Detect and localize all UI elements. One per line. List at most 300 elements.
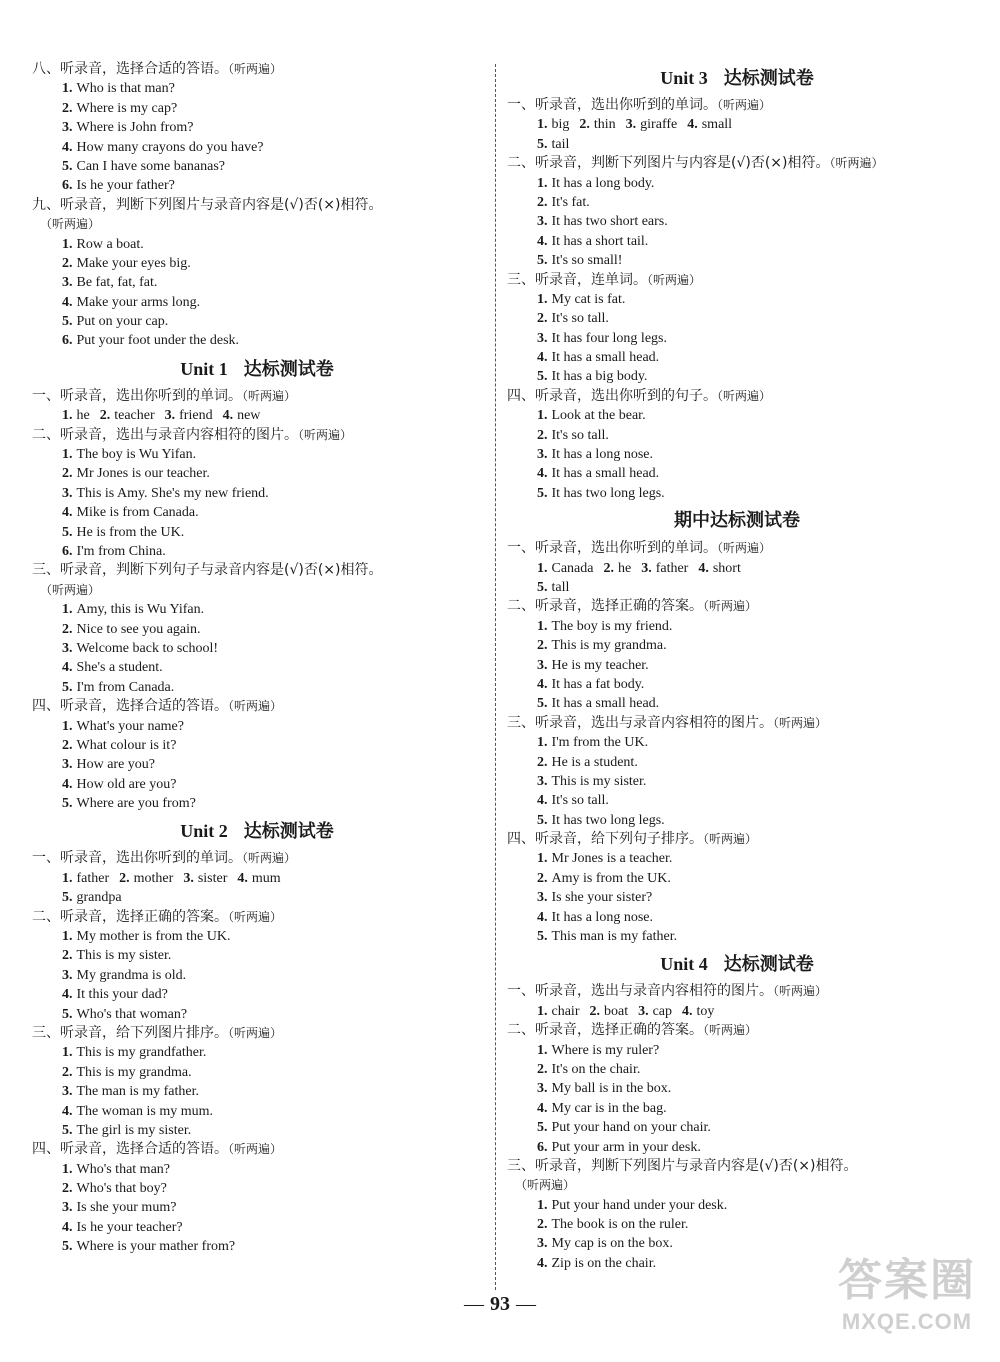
item-number: 1. [62, 870, 73, 886]
word-item [687, 117, 732, 132]
item-text: Where is my ruler? [551, 1042, 660, 1058]
item-number: 1. [62, 81, 73, 97]
item-text: My cat is fat. [551, 291, 626, 307]
heading-hint: （听两遍） [228, 699, 283, 714]
list-item [507, 367, 967, 386]
item-number: 5. [537, 1120, 548, 1136]
heading-text: 一、听录音，选出你听到的单词。 [507, 540, 717, 557]
unit-title-en: Unit 1 [180, 358, 228, 379]
list-item [507, 675, 967, 694]
list-item [507, 406, 967, 425]
item-number: 4. [62, 660, 73, 676]
list-item [507, 193, 967, 212]
unit-title-zh: 达标测试卷 [723, 954, 814, 976]
item-text: father [655, 560, 689, 576]
item-number: 6. [62, 178, 73, 194]
list-item [507, 869, 967, 888]
item-text: My grandma is old. [76, 967, 187, 983]
item-text: Zip is on the chair. [551, 1255, 657, 1271]
item-number: 1. [537, 851, 548, 867]
list-item [507, 251, 967, 270]
section-heading [507, 714, 967, 733]
list-item [32, 755, 482, 774]
item-text: mother [133, 870, 174, 886]
item-text: It's so tall. [551, 311, 609, 327]
item-text: It's on the chair. [551, 1061, 641, 1077]
item-number: 1. [62, 236, 73, 252]
list-item [32, 331, 482, 350]
section-heading [507, 96, 967, 115]
item-number: 2. [537, 311, 548, 327]
item-text: He is from the UK. [76, 524, 185, 540]
item-text: My ball is in the box. [551, 1081, 672, 1097]
item-number: 4. [62, 294, 73, 310]
item-number: 4. [537, 909, 548, 925]
list-item [507, 212, 967, 231]
item-text: What's your name? [76, 718, 184, 734]
item-number: 2. [537, 754, 548, 770]
page-dash-right: — [516, 1293, 536, 1315]
word-item [62, 408, 90, 423]
section-heading [32, 849, 482, 868]
section-heading [507, 597, 967, 616]
heading-hint: （听两遍） [228, 1025, 283, 1040]
list-item [32, 794, 482, 813]
heading-hint-line [32, 581, 482, 600]
heading-text: 四、听录音，选择合适的答语。 [32, 1141, 228, 1158]
heading-hint: （听两遍） [717, 388, 772, 403]
item-number: 5. [62, 796, 73, 812]
heading-hint: （听两遍） [717, 541, 772, 556]
item-text: tall [551, 579, 570, 595]
list-item [507, 484, 967, 503]
item-number: 4. [537, 793, 548, 809]
item-text: boat [603, 1003, 629, 1019]
word-item [62, 871, 109, 886]
item-text: It this your dad? [76, 987, 168, 1003]
section-heading [507, 982, 967, 1001]
item-text: The man is my father. [76, 1084, 199, 1100]
heading-text: 三、听录音，连单词。 [507, 271, 647, 288]
item-number: 5. [62, 1239, 73, 1255]
item-text: Where are you from? [76, 796, 196, 812]
item-number: 3. [641, 560, 652, 576]
item-number: 4. [62, 139, 73, 155]
item-text: he [617, 560, 632, 576]
item-text: Put your hand on your chair. [551, 1120, 711, 1136]
item-number: 5. [537, 696, 548, 712]
item-text: My cap is on the box. [551, 1236, 673, 1252]
item-text: grandpa [76, 890, 122, 906]
heading-hint: （听两遍） [703, 599, 758, 614]
unit-title-en: Unit 3 [660, 68, 708, 88]
list-item [507, 1118, 967, 1137]
item-number: 1. [62, 408, 73, 424]
item-number: 4. [687, 117, 698, 133]
list-item [32, 717, 482, 736]
item-text: Make your eyes big. [76, 255, 191, 271]
item-number: 3. [537, 890, 548, 906]
item-text: It has a big body. [551, 369, 648, 385]
item-text: Mike is from Canada. [76, 505, 199, 521]
item-text: Who's that man? [76, 1161, 170, 1177]
word-item [682, 1004, 714, 1019]
heading-hint-line [507, 1176, 967, 1195]
heading-hint: （听两遍） [228, 62, 283, 76]
item-number: 1. [62, 602, 73, 618]
item-number: 3. [62, 640, 73, 656]
item-number: 6. [62, 333, 73, 349]
list-item [507, 1099, 967, 1118]
item-text: This is my grandma. [551, 638, 667, 654]
item-text: Put your hand under your desk. [551, 1197, 728, 1213]
item-number: 3. [62, 967, 73, 983]
word-item [537, 117, 569, 132]
list-item [507, 617, 967, 636]
item-text: The girl is my sister. [76, 1122, 192, 1138]
heading-hint: （听两遍） [717, 98, 772, 112]
list-item [507, 426, 967, 445]
heading-text: 三、听录音，选出与录音内容相符的图片。 [507, 714, 773, 731]
item-text: It has a small head. [551, 466, 660, 482]
item-number: 4. [698, 560, 709, 576]
item-number: 5. [537, 812, 548, 828]
item-text: It has a small head. [551, 696, 660, 712]
item-text: It has four long legs. [551, 330, 667, 346]
list-item [507, 1234, 967, 1253]
list-item [32, 79, 482, 98]
item-text: It's fat. [551, 194, 590, 210]
item-text: Put your arm in your desk. [551, 1139, 701, 1155]
item-text: father [76, 870, 110, 886]
heading-hint: （听两遍） [647, 272, 702, 287]
item-text: This is my sister. [76, 948, 172, 964]
list-item [32, 620, 482, 639]
word-item [537, 1004, 579, 1019]
list-item [507, 656, 967, 675]
list-item [507, 636, 967, 655]
item-number: 2. [579, 117, 590, 133]
item-text: It has a long nose. [551, 909, 653, 925]
item-text: Put on your cap. [76, 314, 169, 330]
unit-3-title [507, 60, 967, 96]
item-text: It has a long body. [551, 175, 655, 191]
item-number: 5. [62, 1006, 73, 1022]
unit-title-en: Unit 2 [180, 821, 228, 842]
item-text: Where is your mather from? [76, 1239, 236, 1255]
item-number: 2. [537, 427, 548, 443]
item-text: Is he your teacher? [76, 1219, 183, 1235]
section-heading [32, 908, 482, 927]
item-number: 2. [537, 1061, 548, 1077]
list-item [507, 791, 967, 810]
item-number: 1. [537, 1197, 548, 1213]
item-number: 5. [62, 679, 73, 695]
word-item [223, 408, 261, 423]
item-text: He is my teacher. [551, 657, 649, 673]
list-item [507, 694, 967, 713]
section-heading [32, 196, 482, 215]
word-item [603, 561, 631, 576]
item-number: 3. [537, 330, 548, 346]
list-item [32, 235, 482, 254]
item-number: 3. [62, 275, 73, 291]
page-dash-left: — [464, 1293, 484, 1315]
unit-title-zh: 达标测试卷 [243, 358, 334, 380]
item-number: 5. [62, 524, 73, 540]
heading-text: 三、听录音，给下列图片排序。 [32, 1024, 228, 1041]
heading-hint: （听两遍） [40, 582, 101, 597]
heading-hint: （听两遍） [703, 1023, 758, 1038]
item-number: 1. [537, 560, 548, 576]
list-item [507, 908, 967, 927]
list-item [507, 1196, 967, 1215]
item-text: Who is that man? [76, 81, 175, 97]
item-text: This is my grandma. [76, 1064, 192, 1080]
list-item [32, 1102, 482, 1121]
item-number: 3. [537, 1081, 548, 1097]
item-number: 3. [183, 870, 194, 886]
item-text: friend [179, 408, 213, 424]
word-item [698, 561, 741, 576]
section-heading [507, 539, 967, 558]
list-item [32, 118, 482, 137]
list-item [507, 1041, 967, 1060]
item-number: 2. [62, 100, 73, 116]
item-text: Amy, this is Wu Yifan. [76, 602, 205, 618]
item-text: She's a student. [76, 660, 163, 676]
section-heading [507, 154, 967, 173]
midterm-title [507, 503, 967, 539]
item-number: 3. [537, 447, 548, 463]
list-item [507, 1060, 967, 1079]
item-number: 1. [537, 618, 548, 634]
item-text: How old are you? [76, 776, 177, 792]
word-item [641, 561, 688, 576]
item-number: 4. [537, 1100, 548, 1116]
item-number: 2. [537, 870, 548, 886]
list-item [32, 678, 482, 697]
item-text: toy [696, 1003, 715, 1019]
item-text: new [237, 408, 261, 424]
unit-title-zh: 期中达标测试卷 [674, 510, 800, 532]
item-text: giraffe [640, 117, 678, 133]
list-item [32, 445, 482, 464]
word-item [183, 871, 227, 886]
item-number: 2. [62, 255, 73, 271]
item-text: It has a small head. [551, 350, 660, 366]
item-text: big [551, 117, 570, 133]
item-number: 5. [537, 485, 548, 501]
list-item [507, 772, 967, 791]
heading-text: 四、听录音，选择合适的答语。 [32, 698, 228, 715]
item-number: 4. [537, 1255, 548, 1271]
item-text: It's so tall. [551, 427, 609, 443]
item-number: 3. [62, 1200, 73, 1216]
column-divider [495, 64, 496, 1290]
heading-hint: （听两遍） [242, 851, 297, 866]
word-item [237, 871, 280, 886]
item-text: It has a short tail. [551, 233, 649, 249]
heading-text: 九、听录音，判断下列图片与录音内容是(√)否(×)相符。 [32, 196, 383, 213]
item-text: He is a student. [551, 754, 638, 770]
item-number: 2. [62, 737, 73, 753]
item-number: 2. [62, 1064, 73, 1080]
item-number: 2. [537, 1217, 548, 1233]
item-number: 4. [62, 776, 73, 792]
list-item [32, 1063, 482, 1082]
list-item [507, 927, 967, 946]
item-number: 5. [537, 136, 548, 152]
item-number: 3. [62, 120, 73, 136]
section-heading [32, 1024, 482, 1043]
list-item [507, 329, 967, 348]
item-number: 2. [99, 408, 111, 424]
item-text: It has two long legs. [551, 485, 665, 501]
item-text: Welcome back to school! [76, 640, 219, 656]
item-number: 2. [62, 621, 73, 637]
unit-title-zh: 达标测试卷 [723, 68, 814, 89]
item-number: 4. [62, 987, 73, 1003]
heading-text: 四、听录音，选出你听到的句子。 [507, 387, 717, 404]
item-number: 4. [537, 466, 548, 482]
item-text: I'm from China. [76, 543, 166, 559]
item-number: 4. [537, 233, 548, 249]
heading-hint: （听两遍） [829, 156, 884, 171]
item-number: 1. [537, 408, 548, 424]
list-item [507, 753, 967, 772]
heading-hint-line [32, 215, 482, 234]
item-text: This is my sister. [551, 773, 647, 789]
list-item [32, 138, 482, 157]
heading-text: 四、听录音，给下列句子排序。 [507, 831, 703, 848]
heading-hint: （听两遍） [228, 1142, 283, 1157]
item-number: 4. [222, 408, 234, 424]
page-number-value: 93 [490, 1293, 510, 1315]
item-text: Who's that woman? [76, 1006, 188, 1022]
item-text: It has two long legs. [551, 812, 665, 828]
list-item [507, 733, 967, 752]
item-number: 4. [237, 870, 248, 886]
item-number: 1. [62, 929, 73, 945]
list-item [32, 484, 482, 503]
word-list [507, 559, 967, 578]
item-number: 1. [62, 1045, 73, 1061]
item-number: 1. [62, 718, 73, 734]
list-item [32, 523, 482, 542]
word-list [32, 406, 482, 425]
section-heading [507, 387, 967, 406]
list-item [32, 946, 482, 965]
item-number: 3. [62, 1084, 73, 1100]
item-text: Mr Jones is our teacher. [76, 466, 210, 482]
item-text: It has a long nose. [551, 447, 653, 463]
right-column [507, 60, 967, 1273]
item-text: he [76, 408, 90, 424]
heading-hint: （听两遍） [703, 832, 758, 847]
list-item [32, 1043, 482, 1062]
item-text: Mr Jones is a teacher. [551, 851, 673, 867]
item-text: small [701, 117, 733, 133]
list-item [507, 309, 967, 328]
list-item [32, 293, 482, 312]
item-number: 2. [603, 560, 614, 576]
heading-text: 二、听录音，判断下列图片与内容是(√)否(×)相符。 [507, 155, 830, 172]
item-number: 3. [537, 214, 548, 230]
item-text: Canada [551, 560, 594, 576]
word-item [638, 1004, 672, 1019]
word-item [589, 1004, 628, 1019]
item-text: The boy is Wu Yifan. [76, 447, 197, 463]
list-item [32, 639, 482, 658]
item-number: 1. [537, 1042, 548, 1058]
list-item [32, 1160, 482, 1179]
left-column [32, 60, 482, 1257]
item-text: This is Amy. She's my new friend. [76, 485, 269, 501]
item-text: Be fat, fat, fat. [76, 275, 158, 291]
list-item [32, 254, 482, 273]
section-heading [507, 1157, 967, 1176]
item-text: It's so tall. [551, 793, 609, 809]
list-item [32, 600, 482, 619]
item-number: 2. [537, 194, 548, 210]
item-text: The woman is my mum. [76, 1103, 213, 1119]
item-text: teacher [114, 408, 155, 424]
item-number: 4. [62, 505, 73, 521]
item-text: Can I have some bananas? [76, 158, 225, 174]
list-item [32, 1179, 482, 1198]
unit-1-title [32, 351, 482, 387]
word-item [626, 117, 678, 132]
list-item [507, 849, 967, 868]
unit-2-title [32, 813, 482, 849]
item-number: 3. [537, 773, 548, 789]
item-text: Amy is from the UK. [551, 870, 671, 886]
list-item [507, 1215, 967, 1234]
list-item [507, 290, 967, 309]
list-item [507, 135, 967, 154]
section-heading [32, 426, 482, 445]
word-item [119, 871, 173, 886]
word-list [507, 115, 967, 134]
item-text: Is he your father? [76, 178, 175, 194]
heading-text: 一、听录音，选出与录音内容相符的图片。 [507, 983, 773, 1000]
item-text: Where is John from? [76, 120, 194, 136]
item-number: 2. [62, 948, 73, 964]
item-text: Look at the bear. [551, 408, 646, 424]
item-text: Row a boat. [76, 236, 144, 252]
item-number: 5. [62, 1122, 73, 1138]
item-number: 5. [537, 253, 548, 269]
word-item [165, 408, 213, 423]
item-text: short [712, 560, 741, 576]
section-heading [32, 1140, 482, 1159]
item-text: Who's that boy? [76, 1181, 167, 1197]
section-heading [507, 1021, 967, 1040]
section-heading [507, 271, 967, 290]
heading-text: 三、听录音，判断下列图片与录音内容是(√)否(×)相符。 [507, 1157, 858, 1174]
item-number: 3. [638, 1003, 649, 1019]
list-item [32, 1198, 482, 1217]
item-number: 3. [62, 485, 73, 501]
heading-hint: （听两遍） [228, 909, 283, 924]
heading-text: 二、听录音，选择正确的答案。 [32, 908, 228, 925]
item-number: 1. [537, 175, 548, 191]
heading-hint: （听两遍） [298, 427, 353, 442]
item-number: 2. [119, 870, 130, 886]
heading-hint: （听两遍） [40, 217, 101, 232]
item-number: 3. [537, 1236, 548, 1252]
